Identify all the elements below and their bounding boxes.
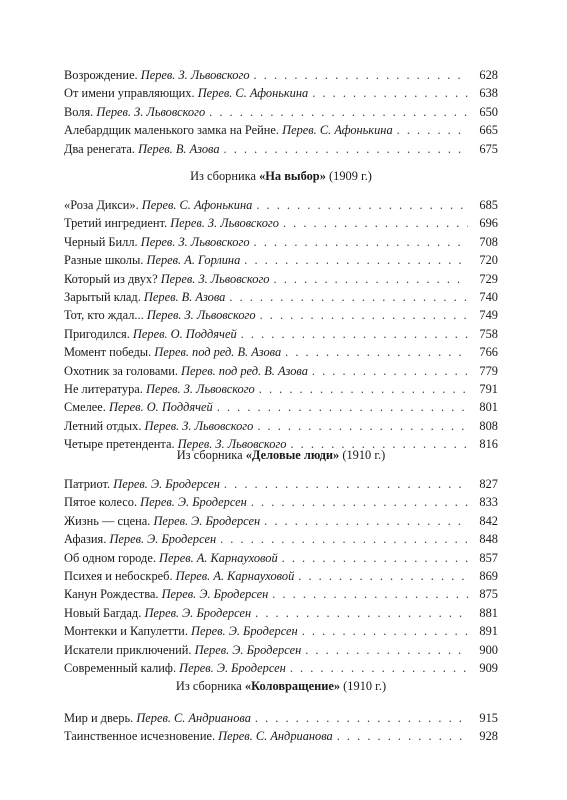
dot-leader	[257, 417, 468, 435]
entry-translator: Перев. О. Поддячей	[109, 400, 213, 415]
section-heading	[64, 677, 498, 695]
entry-page: 816	[479, 437, 498, 452]
entry-title: Современный калиф.	[64, 660, 177, 675]
toc-entry	[64, 140, 498, 158]
entry-translator: Перев. Э. Бродерсен	[194, 642, 302, 657]
entry-page: 665	[479, 123, 498, 138]
heading-title: «Деловые люди»	[245, 448, 340, 462]
entry-page: 909	[479, 660, 498, 675]
toc-entry	[64, 214, 498, 232]
section-heading	[64, 446, 498, 464]
toc-entry	[64, 362, 498, 380]
toc-entry	[64, 66, 498, 84]
dot-leader	[255, 604, 468, 622]
toc-entry	[64, 567, 498, 585]
entry-title: От имени управляющих.	[64, 86, 195, 101]
toc-entry	[64, 233, 498, 251]
entry-title: «Роза Дикси».	[64, 198, 139, 212]
entry-title: Разные школы.	[64, 253, 144, 268]
entry-translator: Перев. Э. Бродерсен	[113, 477, 220, 491]
toc-entry	[64, 103, 498, 121]
entry-title: Патриот.	[64, 477, 111, 491]
dot-leader	[312, 84, 468, 102]
entry-title: Жизнь — сцена.	[64, 513, 151, 528]
dot-leader	[290, 659, 468, 677]
entry-translator: Перев. А. Карнауховой	[159, 550, 278, 565]
entry-title: Монтекки и Капулетти.	[64, 624, 188, 639]
dot-leader	[259, 380, 468, 398]
entry-page: 685	[479, 198, 498, 212]
entry-title: Который из двух?	[64, 271, 158, 286]
entry-translator: Перев. З. Львовского	[146, 308, 256, 323]
entry-translator: Перев. А. Горлина	[146, 253, 241, 268]
heading-prefix: Из сборника	[175, 679, 242, 693]
entry-translator: Перев. Э. Бродерсен	[153, 513, 261, 528]
entry-page: 720	[479, 253, 498, 268]
entry-page: 833	[479, 495, 498, 510]
entry-page: 869	[479, 568, 498, 583]
toc-entry	[64, 121, 498, 139]
dot-leader	[274, 270, 469, 288]
entry-page: 891	[479, 624, 498, 639]
toc-entry	[64, 585, 498, 603]
toc-group-0	[64, 66, 498, 158]
toc-entry	[64, 727, 498, 745]
heading-year: (1909 г.)	[329, 169, 372, 183]
toc-entry	[64, 417, 498, 435]
entry-translator: Перев. В. Азова	[138, 141, 220, 156]
entry-translator: Перев. З. Львовского	[140, 234, 250, 249]
entry-page: 848	[479, 532, 498, 547]
entry-page: 842	[479, 513, 498, 528]
entry-translator: Перев. С. Андрианова	[136, 711, 251, 725]
entry-translator: Перев. Э. Бродерсен	[144, 605, 252, 620]
entry-title: Четыре претендента.	[64, 437, 175, 452]
heading-prefix: Из сборника	[176, 448, 243, 462]
dot-leader	[397, 121, 468, 139]
entry-translator: Перев. В. Азова	[143, 289, 226, 304]
entry-page: 708	[479, 234, 498, 249]
entry-page: 740	[479, 289, 498, 304]
toc-entry	[64, 398, 498, 416]
entry-translator: Перев. О. Поддячей	[132, 326, 237, 341]
entry-translator: Перев. С. Афонькина	[282, 123, 393, 138]
entry-title: Охотник за головами.	[64, 363, 178, 378]
toc-entry	[64, 530, 498, 548]
dot-leader	[244, 251, 468, 269]
heading-title: «Коловращение»	[244, 679, 341, 693]
toc-entry	[64, 251, 498, 269]
entry-page: 801	[479, 400, 498, 415]
entry-title: Пятое колесо.	[64, 495, 138, 510]
entry-page: 928	[479, 729, 498, 744]
entry-page: 675	[479, 141, 498, 156]
heading-prefix: Из сборника	[190, 169, 256, 183]
entry-title: Канун Рождества.	[64, 587, 159, 602]
entry-page: 758	[479, 326, 498, 341]
entry-title: Таинственное исчезновение.	[64, 729, 216, 744]
entry-page: 915	[479, 711, 498, 725]
entry-translator: Перев. А. Карнауховой	[175, 568, 295, 583]
entry-translator: Перев. С. Афонькина	[141, 198, 253, 212]
dot-leader	[254, 66, 468, 84]
entry-page: 779	[479, 363, 498, 378]
entry-title: Мир и дверь.	[64, 711, 134, 725]
toc-group-1	[64, 196, 498, 453]
entry-translator: Перев. Э. Бродерсен	[161, 587, 269, 602]
entry-title: Не литература.	[64, 381, 143, 396]
dot-leader	[305, 641, 468, 659]
entry-page: 881	[479, 605, 498, 620]
entry-title: Два ренегата.	[64, 141, 135, 156]
entry-page: 766	[479, 345, 498, 360]
entry-page: 857	[479, 550, 498, 565]
entry-page: 827	[479, 477, 498, 491]
toc-entry	[64, 641, 498, 659]
entry-title: Новый Багдад.	[64, 605, 142, 620]
entry-title: Смелее.	[64, 400, 106, 415]
entry-title: Третий ингредиент.	[64, 216, 168, 231]
toc-entry	[64, 196, 498, 214]
entry-page: 875	[479, 587, 498, 602]
toc-entry	[64, 549, 498, 567]
toc-entry	[64, 622, 498, 640]
toc-entry	[64, 659, 498, 677]
dot-leader	[241, 325, 468, 343]
dot-leader	[220, 530, 468, 548]
toc-entry	[64, 306, 498, 324]
dot-leader	[260, 306, 468, 324]
entry-page: 749	[479, 308, 498, 323]
toc-group-2	[64, 475, 498, 677]
entry-title: Зарытый клад.	[64, 289, 141, 304]
toc-entry	[64, 325, 498, 343]
dot-leader	[285, 343, 468, 361]
toc-entry	[64, 84, 498, 102]
entry-title: Алебардщик маленького замка на Рейне.	[64, 123, 280, 138]
entry-translator: Перев. Э. Бродерсен	[140, 495, 247, 510]
entry-translator: Перев. С. Андрианова	[218, 729, 333, 744]
entry-translator: Перев. под ред. В. Азова	[181, 363, 308, 378]
entry-translator: Перев. под ред. В. Азова	[154, 345, 282, 360]
entry-title: Черный Билл.	[64, 234, 138, 249]
entry-translator: Перев. З. Львовского	[140, 68, 250, 82]
dot-leader	[256, 196, 468, 214]
toc-group-3	[64, 709, 498, 746]
entry-page: 808	[479, 418, 498, 433]
entry-title: Афазия.	[64, 532, 107, 547]
entry-title: Воля.	[64, 104, 94, 119]
dot-leader	[209, 103, 468, 121]
entry-title: Возрождение.	[64, 68, 138, 82]
entry-translator: Перев. Э. Бродерсен	[179, 660, 286, 675]
dot-leader	[229, 288, 468, 306]
toc-entry	[64, 512, 498, 530]
entry-page: 628	[479, 68, 498, 82]
toc-entry	[64, 604, 498, 622]
entry-translator: Перев. З. Львовского	[144, 418, 254, 433]
toc-entry	[64, 493, 498, 511]
heading-year: (1910 г.)	[343, 679, 387, 693]
entry-translator: Перев. З. Львовского	[177, 437, 287, 452]
entry-title: Летний отдых.	[64, 418, 142, 433]
dot-leader	[283, 214, 468, 232]
toc-entry	[64, 270, 498, 288]
toc-entry	[64, 709, 498, 727]
heading-title: «На выбор»	[259, 169, 326, 183]
entry-title: Пригодился.	[64, 326, 130, 341]
toc-entry	[64, 475, 498, 493]
entry-translator: Перев. З. Львовского	[160, 271, 270, 286]
dot-leader	[272, 585, 468, 603]
entry-translator: Перев. З. Львовского	[146, 381, 255, 396]
toc-entry	[64, 343, 498, 361]
dot-leader	[312, 362, 468, 380]
dot-leader	[302, 622, 468, 640]
dot-leader	[224, 475, 468, 493]
entry-translator: Перев. Э. Бродерсен	[191, 624, 298, 639]
entry-translator: Перев. З. Львовского	[170, 216, 279, 231]
entry-page: 638	[479, 86, 498, 101]
entry-page: 696	[479, 216, 498, 231]
entry-page: 650	[479, 104, 498, 119]
dot-leader	[337, 727, 468, 745]
entry-translator: Перев. З. Львовского	[96, 104, 206, 119]
section-heading	[64, 167, 498, 185]
entry-translator: Перев. С. Афонькина	[197, 86, 309, 101]
entry-page: 729	[479, 271, 498, 286]
entry-translator: Перев. Э. Бродерсен	[109, 532, 217, 547]
dot-leader	[254, 233, 468, 251]
entry-title: Психея и небоскреб.	[64, 568, 173, 583]
toc-entry	[64, 288, 498, 306]
dot-leader	[298, 567, 468, 585]
entry-title: Искатели приключений.	[64, 642, 192, 657]
entry-page: 791	[479, 381, 498, 396]
dot-leader	[217, 398, 468, 416]
entry-title: Об одном городе.	[64, 550, 156, 565]
dot-leader	[255, 709, 468, 727]
entry-title: Момент победы.	[64, 345, 152, 360]
dot-leader	[224, 140, 468, 158]
dot-leader	[251, 493, 468, 511]
dot-leader	[282, 549, 468, 567]
entry-page: 900	[479, 642, 498, 657]
toc-entry	[64, 380, 498, 398]
dot-leader	[264, 512, 468, 530]
entry-title: Тот, кто ждал...	[64, 308, 144, 323]
heading-year: (1910 г.)	[342, 448, 386, 462]
